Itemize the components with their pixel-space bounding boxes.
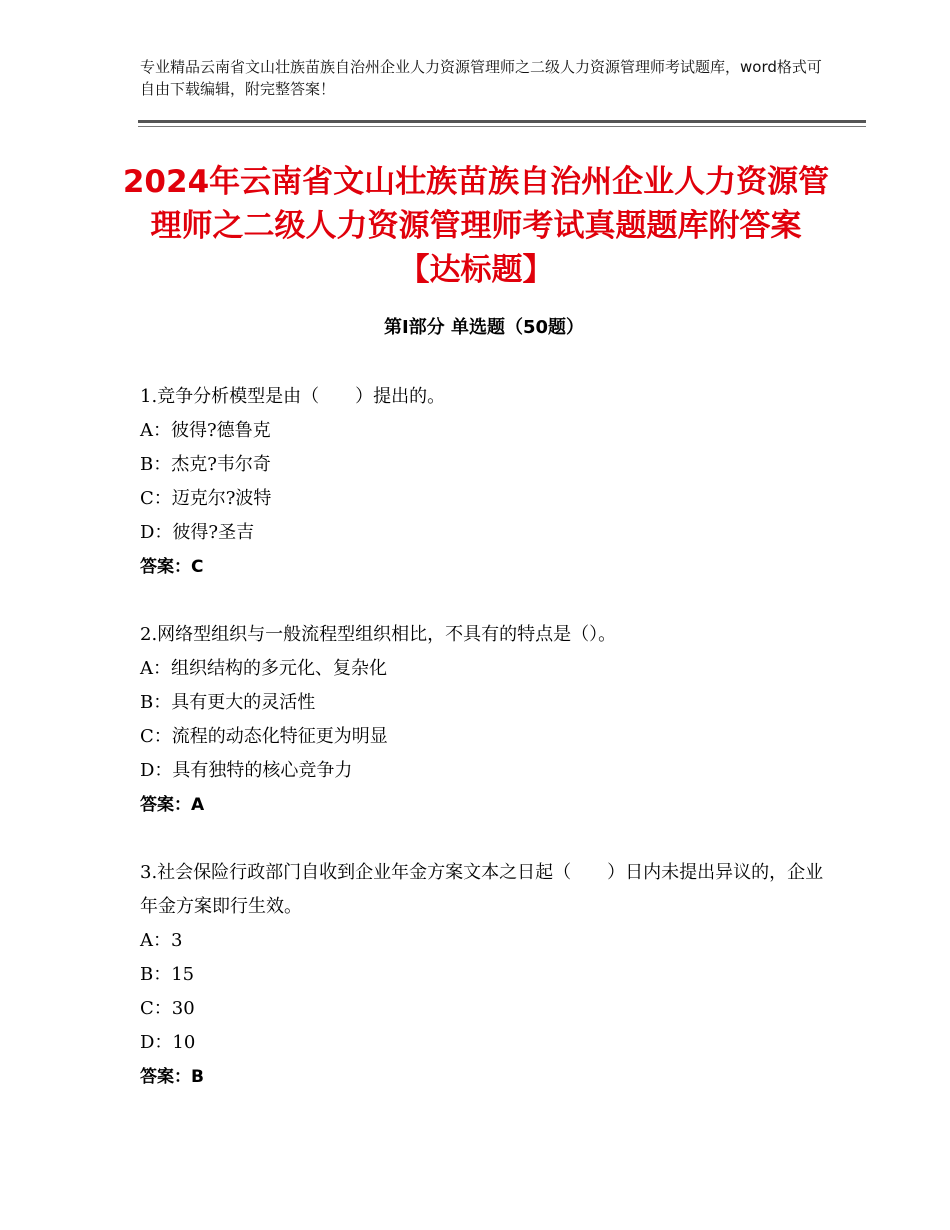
option-a: A：彼得?德鲁克 <box>140 420 271 441</box>
answer: 答案：C <box>140 557 204 577</box>
question-3 <box>140 856 840 1094</box>
option-b: B：具有更大的灵活性 <box>140 692 316 713</box>
question-2 <box>140 618 840 822</box>
option-a: A：组织结构的多元化、复杂化 <box>140 658 387 679</box>
header-divider-thick <box>138 120 866 123</box>
option-c: C：迈克尔?波特 <box>140 488 272 509</box>
option-a: A：3 <box>140 930 183 951</box>
option-d: D：具有独特的核心竞争力 <box>140 760 353 781</box>
question-stem: 3.社会保险行政部门自收到企业年金方案文本之日起（ ）日内未提出异议的，企业年金方案即行生效。 <box>140 862 824 917</box>
answer: 答案：B <box>140 1067 204 1087</box>
section-heading: 第Ⅰ部分 单选题（50题） <box>383 317 584 338</box>
question-1 <box>140 380 840 584</box>
option-d: D：彼得?圣吉 <box>140 522 255 543</box>
document-title: 2024年云南省文山壮族苗族自治州企业人力资源管理师之二级人力资源管理师考试真题题库附答案【达标题】 <box>122 164 830 288</box>
option-b: B：15 <box>140 964 195 985</box>
header-note: 专业精品云南省文山壮族苗族自治州企业人力资源管理师之二级人力资源管理师考试题库，word格式可自由下载编辑，附完整答案！ <box>140 58 822 98</box>
option-b: B：杰克?韦尔奇 <box>140 454 271 475</box>
header-divider-thin <box>138 126 866 127</box>
answer: 答案：A <box>140 795 205 815</box>
question-stem: 1.竞争分析模型是由（ ）提出的。 <box>140 386 446 407</box>
question-stem: 2.网络型组织与一般流程型组织相比，不具有的特点是（）。 <box>140 624 617 645</box>
option-c: C：30 <box>140 998 195 1019</box>
option-d: D：10 <box>140 1032 196 1053</box>
option-c: C：流程的动态化特征更为明显 <box>140 726 388 747</box>
